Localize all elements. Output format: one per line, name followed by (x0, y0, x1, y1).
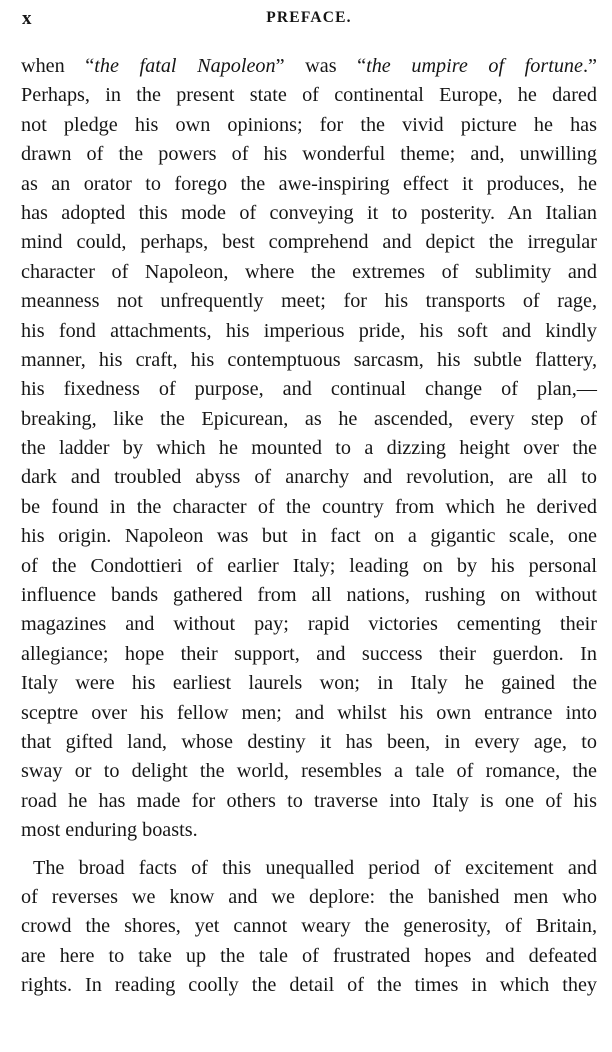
text-line (21, 816, 597, 845)
text-line (21, 757, 597, 786)
page-number: x (22, 8, 32, 29)
text-segment: sceptre over his fellow men; and whilst his own entrance into (21, 701, 597, 724)
italic-quote: the fatal Napoleon (94, 55, 276, 77)
text-line (21, 640, 597, 669)
text-segment: Perhaps, in the present state of continental Europe, he dared (21, 84, 597, 107)
text-segment: as an orator to forego the awe-inspiring effect it produces, he (21, 172, 597, 195)
text-line (21, 728, 597, 757)
text-segment: not pledge his own opinions; for the vivid picture he has (21, 113, 597, 136)
text-segment: of the Condottieri of earlier Italy; leading on by his personal (21, 554, 597, 577)
text-line (21, 669, 597, 698)
text-line (21, 434, 597, 463)
text-segment: dark and troubled abyss of anarchy and revolution, are all to (21, 466, 597, 489)
text-segment: breaking, like the Epicurean, as he ascended, every step of (21, 407, 597, 430)
text-segment: magazines and without pay; rapid victories cementing their (21, 613, 597, 636)
text-line (21, 199, 597, 228)
text-segment: meanness not unfrequently meet; for his transports of rage, (21, 290, 597, 313)
text-line (21, 346, 597, 375)
text-line (21, 787, 597, 816)
text-segment: most enduring boasts. (21, 819, 198, 842)
text-segment: has adopted this mode of conveying it to posterity. An Italian (21, 201, 597, 224)
text-line (21, 699, 597, 728)
running-title: PREFACE. (266, 9, 352, 26)
text-segment: his origin. Napoleon was but in fact on a gigantic scale, one (21, 525, 597, 548)
text-line (21, 375, 597, 404)
paragraph (21, 854, 597, 1001)
text-line (21, 522, 597, 551)
text-segment: his fond attachments, his imperious pride, his soft and kindly (21, 319, 597, 342)
text-line (21, 912, 597, 941)
text-segment: allegiance; hope their support, and success their guerdon. In (21, 642, 597, 665)
text-line (21, 971, 597, 1000)
text-segment: character of Napoleon, where the extremes of sublimity and (21, 260, 597, 283)
text-line (21, 111, 597, 140)
text-line (21, 228, 597, 257)
text-line (21, 140, 597, 169)
text-segment: road he has made for others to traverse into Italy is one of his (21, 789, 597, 812)
text-segment: that gifted land, whose destiny it has been, in every age, to (21, 730, 597, 753)
text-segment: manner, his craft, his contemptuous sarcasm, his subtle flattery, (21, 348, 597, 371)
text-segment: ” was “ (275, 55, 367, 77)
text-segment: mind could, perhaps, best comprehend and depict the irregular (21, 231, 597, 254)
text-line (21, 81, 597, 110)
text-segment: rights. In reading coolly the detail of the times in which they (21, 974, 597, 997)
text-segment: of reverses we know and we deplore: the banished men who (21, 885, 597, 908)
body-text (21, 52, 597, 1001)
text-line (21, 317, 597, 346)
text-line (21, 883, 597, 912)
text-segment: influence bands gathered from all nations, rushing on without (21, 584, 597, 607)
text-line (21, 942, 597, 971)
italic-quote: the umpire of fortune (366, 55, 583, 77)
text-line (21, 258, 597, 287)
text-line (21, 287, 597, 316)
text-segment: drawn of the powers of his wonderful theme; and, unwilling (21, 143, 597, 166)
text-segment: the ladder by which he mounted to a dizzing height over the (21, 437, 597, 460)
text-line (21, 581, 597, 610)
text-segment: Italy were his earliest laurels won; in Italy he gained the (21, 672, 597, 695)
text-line (21, 463, 597, 492)
text-line (21, 493, 597, 522)
text-segment: be found in the character of the country from which he derived (21, 495, 597, 518)
text-line (21, 405, 597, 434)
text-line (21, 854, 597, 883)
text-segment: are here to take up the tale of frustrated hopes and defeated (21, 944, 597, 967)
paragraph (21, 52, 597, 846)
running-head (22, 8, 596, 32)
text-segment: when “ (21, 55, 95, 77)
text-segment: his fixedness of purpose, and continual change of plan,— (21, 378, 597, 401)
text-line (21, 170, 597, 199)
text-segment: .” (582, 55, 597, 77)
text-segment: sway or to delight the world, resembles a tale of romance, the (21, 760, 597, 783)
text-line (21, 552, 597, 581)
text-line (21, 52, 597, 81)
text-line (21, 610, 597, 639)
text-segment: The broad facts of this unequalled period of excitement and (33, 856, 597, 879)
text-segment: crowd the shores, yet cannot weary the generosity, of Britain, (21, 915, 597, 938)
